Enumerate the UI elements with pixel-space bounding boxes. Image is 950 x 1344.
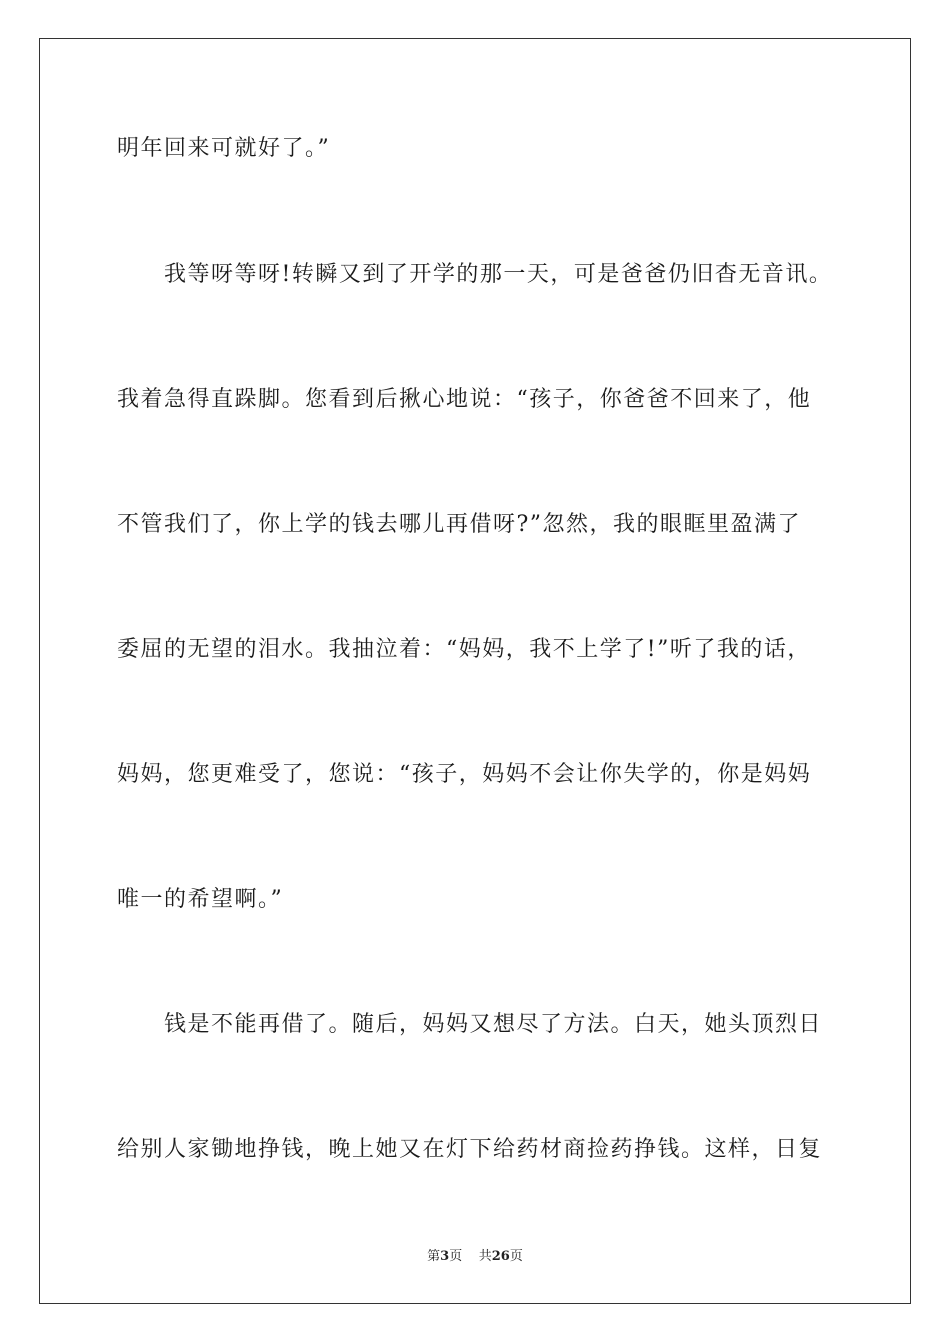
text-line: 不管我们了，你上学的钱去哪儿再借呀?”忽然，我的眼眶里盈满了 [117, 512, 802, 537]
text-line: 明年回来可就好了。” [117, 136, 331, 161]
paragraph-start-line: 钱是不能再借了。随后，妈妈又想尽了方法。白天，她头顶烈日 [164, 1012, 823, 1037]
page-footer [0, 1248, 950, 1266]
page-suffix: 页 [449, 1249, 463, 1264]
page-border [39, 38, 911, 1304]
text-line: 我着急得直跺脚。您看到后揪心地说：“孩子，你爸爸不回来了，他 [117, 387, 812, 412]
total-suffix: 页 [509, 1249, 523, 1264]
page-prefix: 第 [427, 1249, 441, 1264]
text-line: 给别人家锄地挣钱，晚上她又在灯下给药材商捡药挣钱。这样，日复 [117, 1137, 823, 1162]
current-page-number: 3 [440, 1249, 450, 1264]
text-line: 唯一的希望啊。” [117, 887, 284, 912]
text-line: 委屈的无望的泪水。我抽泣着：“妈妈，我不上学了!”听了我的话， [117, 637, 811, 662]
text-line: 妈妈，您更难受了，您说：“孩子，妈妈不会让你失学的，你是妈妈 [117, 762, 812, 787]
total-prefix: 共 [478, 1249, 492, 1264]
total-pages-number: 26 [491, 1249, 510, 1264]
paragraph-start-line: 我等呀等呀!转瞬又到了开学的那一天，可是爸爸仍旧杳无音讯。 [164, 262, 833, 287]
